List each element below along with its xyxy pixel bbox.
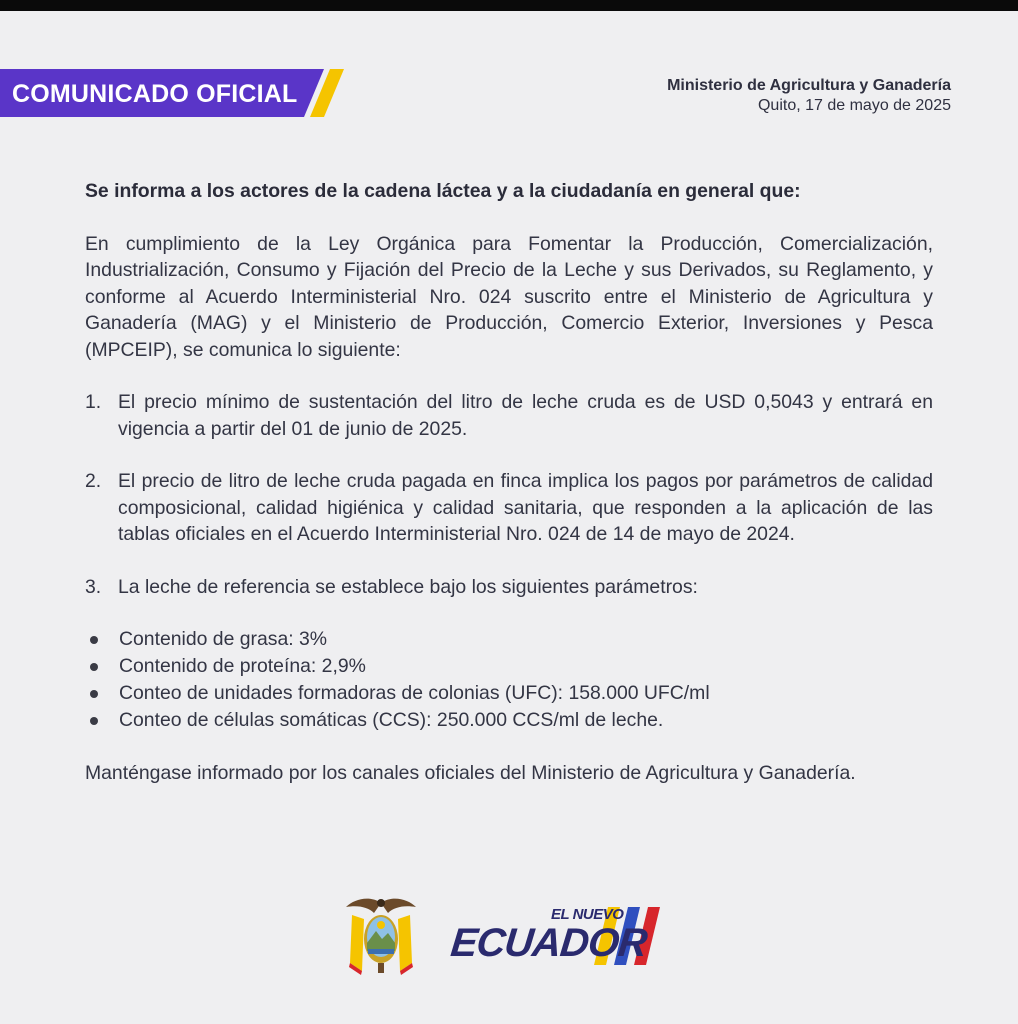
list-item xyxy=(85,680,933,707)
official-notice-badge xyxy=(0,69,345,117)
item-number: 1. xyxy=(85,391,102,413)
list-item xyxy=(85,653,933,680)
notice-body xyxy=(85,178,933,787)
legal-paragraph: En cumplimiento de la Ley Orgánica para Fomentar la Producción, Comercialización, Industrialización, Consumo y Fijación del Precio de la Leche y sus Derivados, su Reglamento, y conforme al Acuerdo Interministerial Nro. 024 suscrito entre el Ministerio de Agricultura y Ganadería (MAG) y el Ministerio de Producción, Comercio Exterior, Inversiones y Pesca (MPCEIP), se comunica lo siguiente: xyxy=(85,232,933,361)
intro-heading: Se informa a los actores de la cadena láctea y a la ciudadanía en general que: xyxy=(85,180,801,202)
item-number: 2. xyxy=(85,470,102,492)
list-item xyxy=(85,626,933,653)
item-text: La leche de referencia se establece bajo los siguientes parámetros: xyxy=(118,575,698,598)
ecuador-coat-of-arms-icon xyxy=(344,893,418,982)
badge-label: COMUNICADO OFICIAL xyxy=(12,80,298,108)
bullet-icon xyxy=(90,690,98,698)
numbered-item-1 xyxy=(85,389,933,442)
list-item xyxy=(85,707,933,734)
parameter-text: Conteo de células somáticas (CCS): 250.000 CCS/ml de leche. xyxy=(119,709,664,732)
parameter-list xyxy=(85,626,933,734)
item-text: El precio de litro de leche cruda pagada en finca implica los pagos por parámetros de calidad composicional, calidad higiénica y calidad sanitaria, que responden a la aplicación de las tablas oficiales en el Acuerdo Interministerial Nro. 024 de 14 de mayo de 2024. xyxy=(118,470,933,545)
top-border xyxy=(0,0,1018,11)
numbered-item-2 xyxy=(85,468,933,548)
logo-tagline: EL NUEVO xyxy=(551,906,624,923)
parameter-text: Conteo de unidades formadoras de colonias (UFC): 158.000 UFC/ml xyxy=(119,682,710,705)
bullet-icon xyxy=(90,663,98,671)
issuer-block xyxy=(667,76,951,116)
item-number: 3. xyxy=(85,575,102,598)
parameter-text: Contenido de proteína: 2,9% xyxy=(119,655,366,678)
logo-wordmark: ECUADOR xyxy=(448,921,649,965)
closing-paragraph: Manténgase informado por los canales oficiales del Ministerio de Agricultura y Ganadería. xyxy=(85,762,856,784)
parameter-text: Contenido de grasa: 3% xyxy=(119,628,328,651)
ministry-name: Ministerio de Agricultura y Ganadería xyxy=(667,77,951,94)
item-text: El precio mínimo de sustentación del litro de leche cruda es de USD 0,5043 y entrará en vigencia a partir del 01 de junio de 2025. xyxy=(118,391,933,440)
bullet-icon xyxy=(90,717,98,725)
bullet-icon xyxy=(90,636,98,644)
numbered-item-3 xyxy=(85,574,933,601)
place-date: Quito, 17 de mayo de 2025 xyxy=(757,97,951,114)
